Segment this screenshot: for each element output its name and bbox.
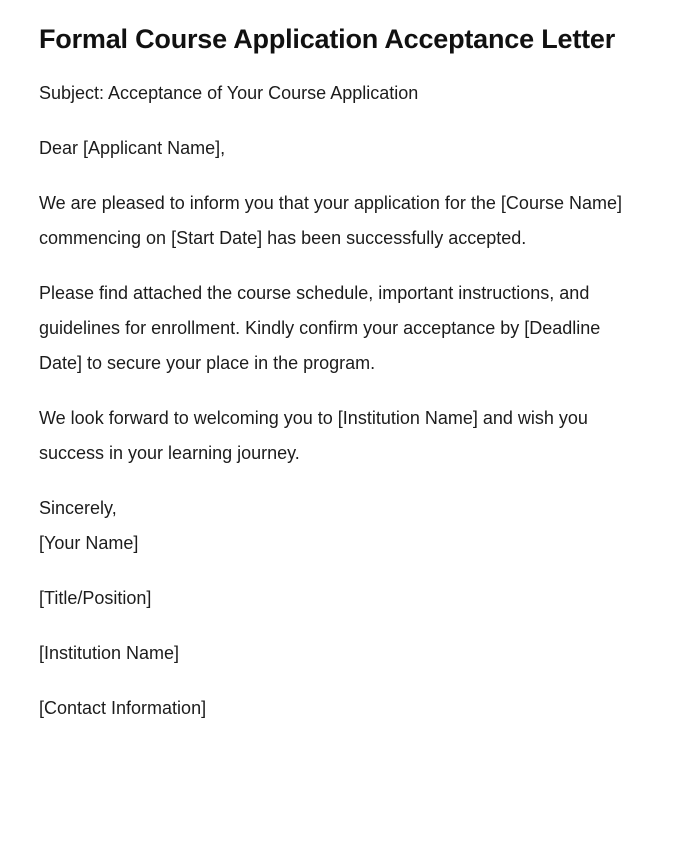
subject-line: Subject: Acceptance of Your Course Application [39, 83, 419, 103]
closing-line: Sincerely, [39, 498, 117, 518]
salutation: Dear [Applicant Name], [39, 138, 226, 158]
body-paragraph-1: We are pleased to inform you that your application for the [Course Name] commencing on [Start Date] has been successfully accepted. [39, 193, 622, 248]
page-title: Formal Course Application Acceptance Letter [39, 24, 616, 54]
signature-title-position: [Title/Position] [39, 588, 152, 608]
letter-body [39, 76, 660, 526]
body-paragraph-2: Please find attached the course schedule, important instructions, and guidelines for enrollment. Kindly confirm your acceptance by [Deadline Date] to secure your place in the program. [39, 283, 601, 373]
signature-name: [Your Name] [39, 533, 139, 553]
signature-contact-information: [Contact Information] [39, 698, 207, 718]
body-paragraph-3: We look forward to welcoming you to [Institution Name] and wish you success in your learning journey. [39, 408, 588, 463]
signature-institution-name: [Institution Name] [39, 643, 180, 663]
signature-block [39, 526, 660, 726]
